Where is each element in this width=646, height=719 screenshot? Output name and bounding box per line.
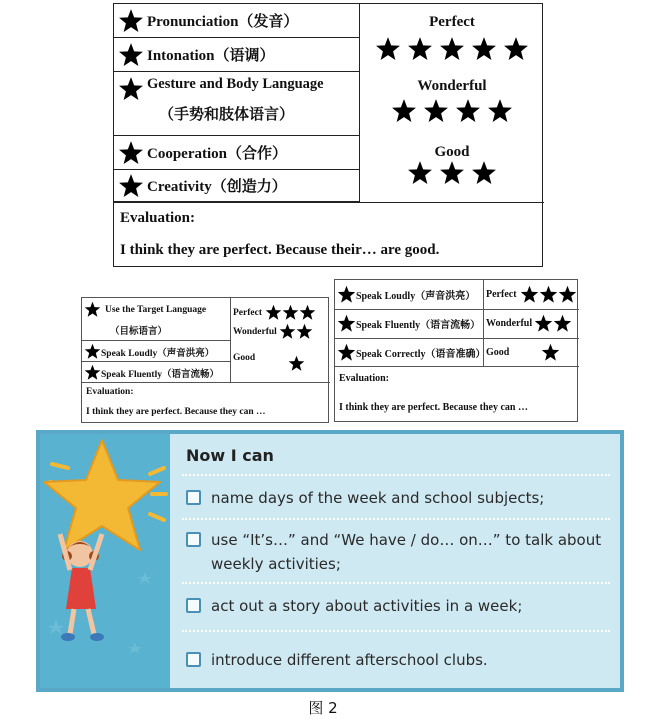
rating-star-icon [534,314,553,333]
level-good: Good [434,144,470,160]
rating-star-icon [439,160,465,186]
evaluation-text: I think they are perfect. Because they can … [86,407,266,417]
panel-title: Now I can [186,446,274,465]
rubric-table-large [113,3,543,267]
rubric-table-small-right [334,279,578,422]
star-icon [118,140,144,166]
rating-star-icon [296,323,313,340]
evaluation-label: Evaluation: [339,373,390,384]
level-perfect: Perfect [429,14,475,30]
figure-caption: 图 2 [308,699,338,717]
rating-star-icon [288,355,305,372]
criterion-speak-correctly: Speak Correctly（语音准确） [337,343,486,362]
checklist-item[interactable]: name days of the week and school subjects; [186,488,544,508]
rating-star-icon [558,285,577,304]
criterion-speak-fluently: Speak Fluently（语言流畅） [84,364,219,381]
stars-perfect [265,304,316,321]
rating-star-icon [541,343,560,362]
criterion-gesture: Gesture and Body Language （手势和肢体语言） [114,72,360,136]
divider [114,202,544,203]
checkbox[interactable] [186,490,201,505]
star-icon [118,42,144,68]
star-icon [337,343,356,362]
rating-star-icon [375,36,401,62]
star-icon [337,285,356,304]
rating-star-icon [539,285,558,304]
star-icon [84,364,101,381]
rating-star-icon [423,98,449,124]
rating-star-icon [520,285,539,304]
star-icon [84,343,101,360]
star-icon [118,8,144,34]
divider [182,474,610,476]
rating-star-icon [282,304,299,321]
stars-perfect [360,36,544,62]
stars-perfect [520,285,577,304]
criterion-cooperation: Cooperation（合作） [114,136,360,170]
stars-wonderful [534,314,572,333]
girl-holding-star-illustration [40,434,170,688]
star-icon [118,173,144,199]
rating-star-icon [471,160,497,186]
divider [182,518,610,520]
now-i-can-panel [36,430,624,692]
rating-star-icon [503,36,529,62]
criterion-pronunciation: Pronunciation（发音） [114,4,360,38]
rating-star-icon [407,160,433,186]
evaluation-text: I think they are perfect. Because they can … [339,402,528,413]
level-wonderful: Wonderful [486,314,572,333]
criterion-intonation: Intonation（语调） [114,38,360,72]
rating-star-icon [265,304,282,321]
level-good: Good [233,343,305,372]
criterion-speak-loudly: Speak Loudly（声音洪亮） [337,285,475,304]
stars-good [541,343,560,362]
rating-star-icon [455,98,481,124]
star-icon [118,76,144,102]
rating-star-icon [299,304,316,321]
stars-wonderful [360,98,544,124]
criterion-creativity: Creativity（创造力） [114,170,360,202]
level-wonderful: Wonderful [417,78,487,94]
criterion-target-language: Use the Target Language [84,301,206,318]
evaluation-label: Evaluation: [86,387,134,397]
level-perfect: Perfect [486,285,577,304]
divider [182,630,610,632]
rating-star-icon [487,98,513,124]
criterion-speak-fluently: Speak Fluently（语言流畅） [337,314,480,333]
star-icon [337,314,356,333]
criterion-speak-loudly: Speak Loudly（声音洪亮） [84,343,214,360]
checklist-item[interactable]: use “It’s…” and “We have / do… on…” to talk about weekly activities; [186,530,601,574]
checklist-item[interactable]: act out a story about activities in a week; [186,596,522,616]
checkbox[interactable] [186,598,201,613]
level-good: Good [486,343,560,362]
criterion-target-language-cn: （目标语言） [110,327,168,337]
star-icon [84,301,101,318]
stars-good [360,160,544,186]
divider [182,582,610,584]
rating-star-icon [279,323,296,340]
level-wonderful: Wonderful [233,323,313,340]
rating-star-icon [439,36,465,62]
rating-star-icon [471,36,497,62]
evaluation-text: I think they are perfect. Because their… are good. [120,242,440,258]
evaluation-label: Evaluation: [120,210,196,226]
checkbox[interactable] [186,652,201,667]
checkbox[interactable] [186,532,201,547]
rating-star-icon [553,314,572,333]
level-perfect: Perfect [233,304,316,321]
rating-star-icon [391,98,417,124]
stars-wonderful [279,323,313,340]
checklist-item[interactable]: introduce different afterschool clubs. [186,650,488,670]
rating-star-icon [407,36,433,62]
stars-good [288,355,305,372]
rubric-table-small-left [81,297,329,423]
